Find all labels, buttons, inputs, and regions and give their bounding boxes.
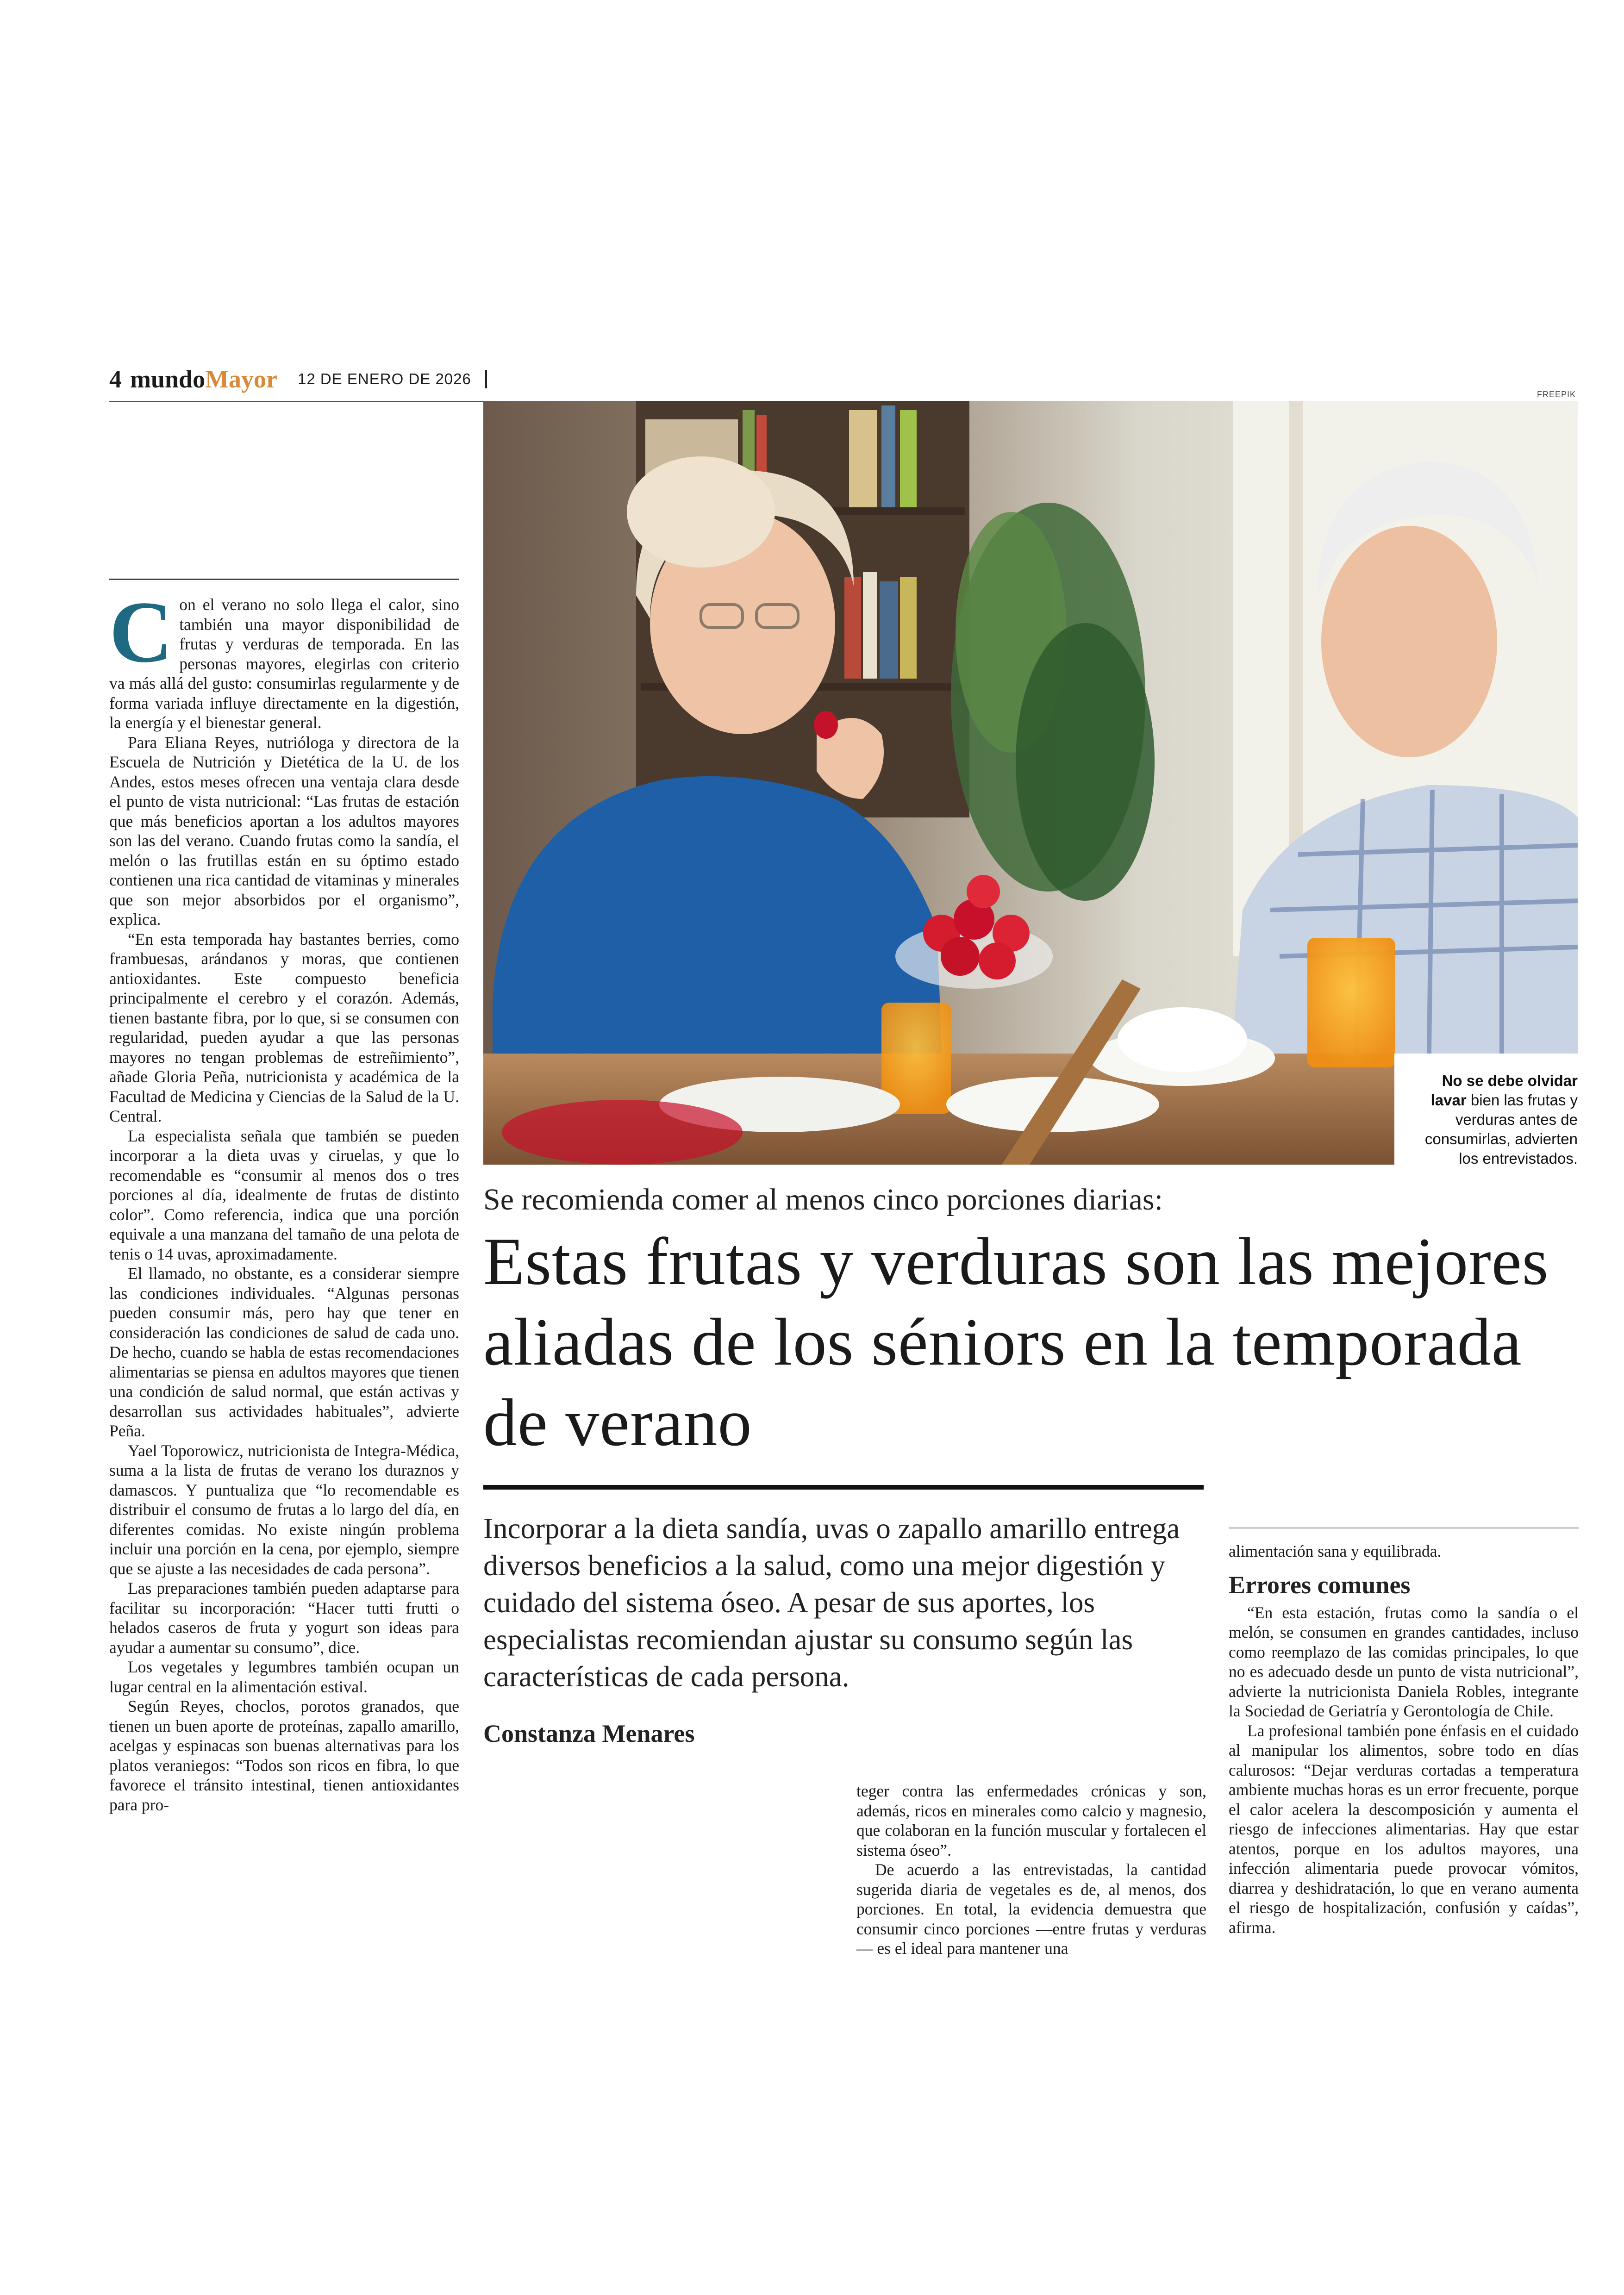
paragraph-continued: teger contra las enfermedades crónicas y son, además, ricos en minerales como calcio y magnesio, que colaboran en la función muscular y fortalecen el sistema óseo”.	[856, 1782, 1206, 1859]
headline-kicker: Se recomienda comer al menos cinco porciones diarias:	[483, 1183, 1163, 1216]
paragraph-errores-2: La profesional también pone énfasis en el cuidado al manipular los alimentos, sobre todo en días calurosos: “Dejar verduras cortadas a temperatura ambiente muchas horas es un error frecuente, porque el calor acelera la descomposición y aumenta el riesgo de infecciones alimentarias. Hay que estar atentos, porque en los adultos mayores, una infección alimentaria puede provocar vómitos, diarrea y deshidratación, lo que en verano aumenta el riesgo de hospitalización, confusión y caídas”, afirma.	[1229, 1721, 1579, 1937]
paragraph-1: Con el verano no solo llega el calor, sino también una mayor disponibilidad de frutas y verduras de temporada. En las personas mayores, elegirlas con criterio va más allá del gusto: consumirlas regularmente y de forma variada influye directamente en la digestión, la energía y el bienestar general.	[109, 584, 459, 732]
paragraph-porciones: De acuerdo a las entrevistadas, la cantidad sugerida diaria de vegetales es de, al menos, dos porciones. En total, la evidencia demuestra que consumir cinco porciones —entre frutas y verduras— es el ideal para mantener una	[856, 1860, 1206, 1958]
body-column-middle	[856, 1781, 1206, 1958]
issue-date: 12 DE ENERO DE 2026	[298, 370, 471, 387]
paragraph-continued-right: alimentación sana y equilibrada.	[1229, 1542, 1442, 1560]
photo-credit: FREEPIK	[1537, 390, 1576, 399]
page-number: 4	[109, 365, 122, 393]
paragraph-3: “En esta temporada hay bastantes berries, como frambuesas, arándanos y moras, que contienen antioxidantes. Este compuesto beneficia principalmente el cerebro y el corazón. Además, tienen bastante fibra, por lo que, si se consumen con regularidad, pueden ayudar a que las personas mayores no tengan problemas de estreñimiento”, añade Gloria Peña, nutricionista y académica de la Facultad de Medicina y Ciencias de la Salud de la U. Central.	[109, 929, 459, 1125]
photo-caption-bold: No se debe olvidar lavar	[1430, 1072, 1578, 1109]
article-lead: Incorporar a la dieta sandía, uvas o zapallo amarillo entrega diversos beneficios a la salud, como una mejor digestión y cuidado del sistema óseo. A pesar de sus aportes, los especialistas recomiendan ajustar su consumo según las características de cada persona.	[483, 1512, 1180, 1693]
folio-divider	[485, 370, 487, 388]
page-folio	[109, 365, 487, 397]
section-brand-mayor: Mayor	[205, 365, 278, 393]
headline-rule	[483, 1485, 1204, 1490]
section-brand-mundo: mundo	[130, 365, 206, 393]
paragraph-errores-1: “En esta estación, frutas como la sandía o el melón, se consumen en grandes cantidades, incluso como reemplazo de las comidas principales, lo que no es adecuado desde un punto de vista nutricional”, advierte la nutricionista Daniela Robles, integrante la Sociedad de Geriatría y Gerontología de Chile.	[1229, 1603, 1579, 1720]
paragraph-5: El llamado, no obstante, es a considerar siempre las condiciones individuales. “Algunas personas pueden consumir más, pero hay que tener en consideración las condiciones de salud de cada uno. De hecho, cuando se habla de estas recomendaciones alimentarias se piensa en adultos mayores que tienen una condición de salud normal, que están activas y desarrollan sus actividades habituales”, advierte Peña.	[109, 1264, 459, 1440]
column-rule-left	[109, 579, 459, 580]
photo-caption-text: bien las frutas y verduras antes de consumirlas, advierten los entrevistados.	[1424, 1091, 1578, 1167]
article-photo	[483, 401, 1578, 1165]
photo-illustration	[483, 401, 1578, 1165]
paragraph-8: Los vegetales y legumbres también ocupan un lugar central en la alimentación estival.	[109, 1658, 459, 1696]
paragraph-9: Según Reyes, choclos, porotos granados, que tienen un buen aporte de proteínas, zapallo amarillo, acelgas y espinacas son buenas alternativas para los platos veraniegos: “Todos son ricos en fibra, lo que favorece el tránsito intestinal, tienen antioxidantes para pro-	[109, 1697, 459, 1814]
body-column-right	[1229, 1541, 1579, 1937]
photo-caption	[1394, 1054, 1578, 1165]
paragraph-2: Para Eliana Reyes, nutrióloga y directora de la Escuela de Nutrición y Dietética de la U. de los Andes, estos meses ofrecen una ventaja clara desde el punto de vista nutricional: “Las frutas de estación que más beneficios aportan a los adultos mayores son las del verano. Cuando frutas como la sandía, el melón o las frutillas están en su óptimo estado contienen una rica cantidad de vitaminas y minerales que son mejor absorbidos por el organismo”, explica.	[109, 733, 459, 929]
headline: Estas frutas y verduras son las mejores aliadas de los séniors en la temporada de verano	[483, 1224, 1549, 1460]
paragraph-4: La especialista señala que también se pueden incorporar a la dieta uvas y ciruelas, y que lo recomendable es “consumir al menos dos o tres porciones al día, idealmente de frutas de distinto color”. Como referencia, indica que una porción equivale a una manzana del tamaño de una pelota de tenis o 14 uvas, aproximadamente.	[109, 1126, 459, 1263]
subheading-errores: Errores comunes	[1229, 1571, 1411, 1599]
body-column-left	[109, 584, 459, 1815]
paragraph-7: Las preparaciones también pueden adaptarse para facilitar su incorporación: “Hacer tutti frutti o helados caseros de fruta y yogurt son ideas para ayudar a aumentar su consumo”, dice.	[109, 1579, 459, 1657]
paragraph-6: Yael Toporowicz, nutricionista de Integra-Médica, suma a la lista de frutas de verano los duraznos y damascos. Y puntualiza que “lo recomendable es distribuir el consumo de frutas a lo largo del día, en diferentes comidas. No existe ningún problema incluir una porción en la cena, por ejemplo, siempre que se ajuste a las necesidades de cada persona”.	[109, 1441, 459, 1578]
byline: Constanza Menares	[483, 1720, 695, 1747]
drop-cap: C	[109, 584, 173, 681]
